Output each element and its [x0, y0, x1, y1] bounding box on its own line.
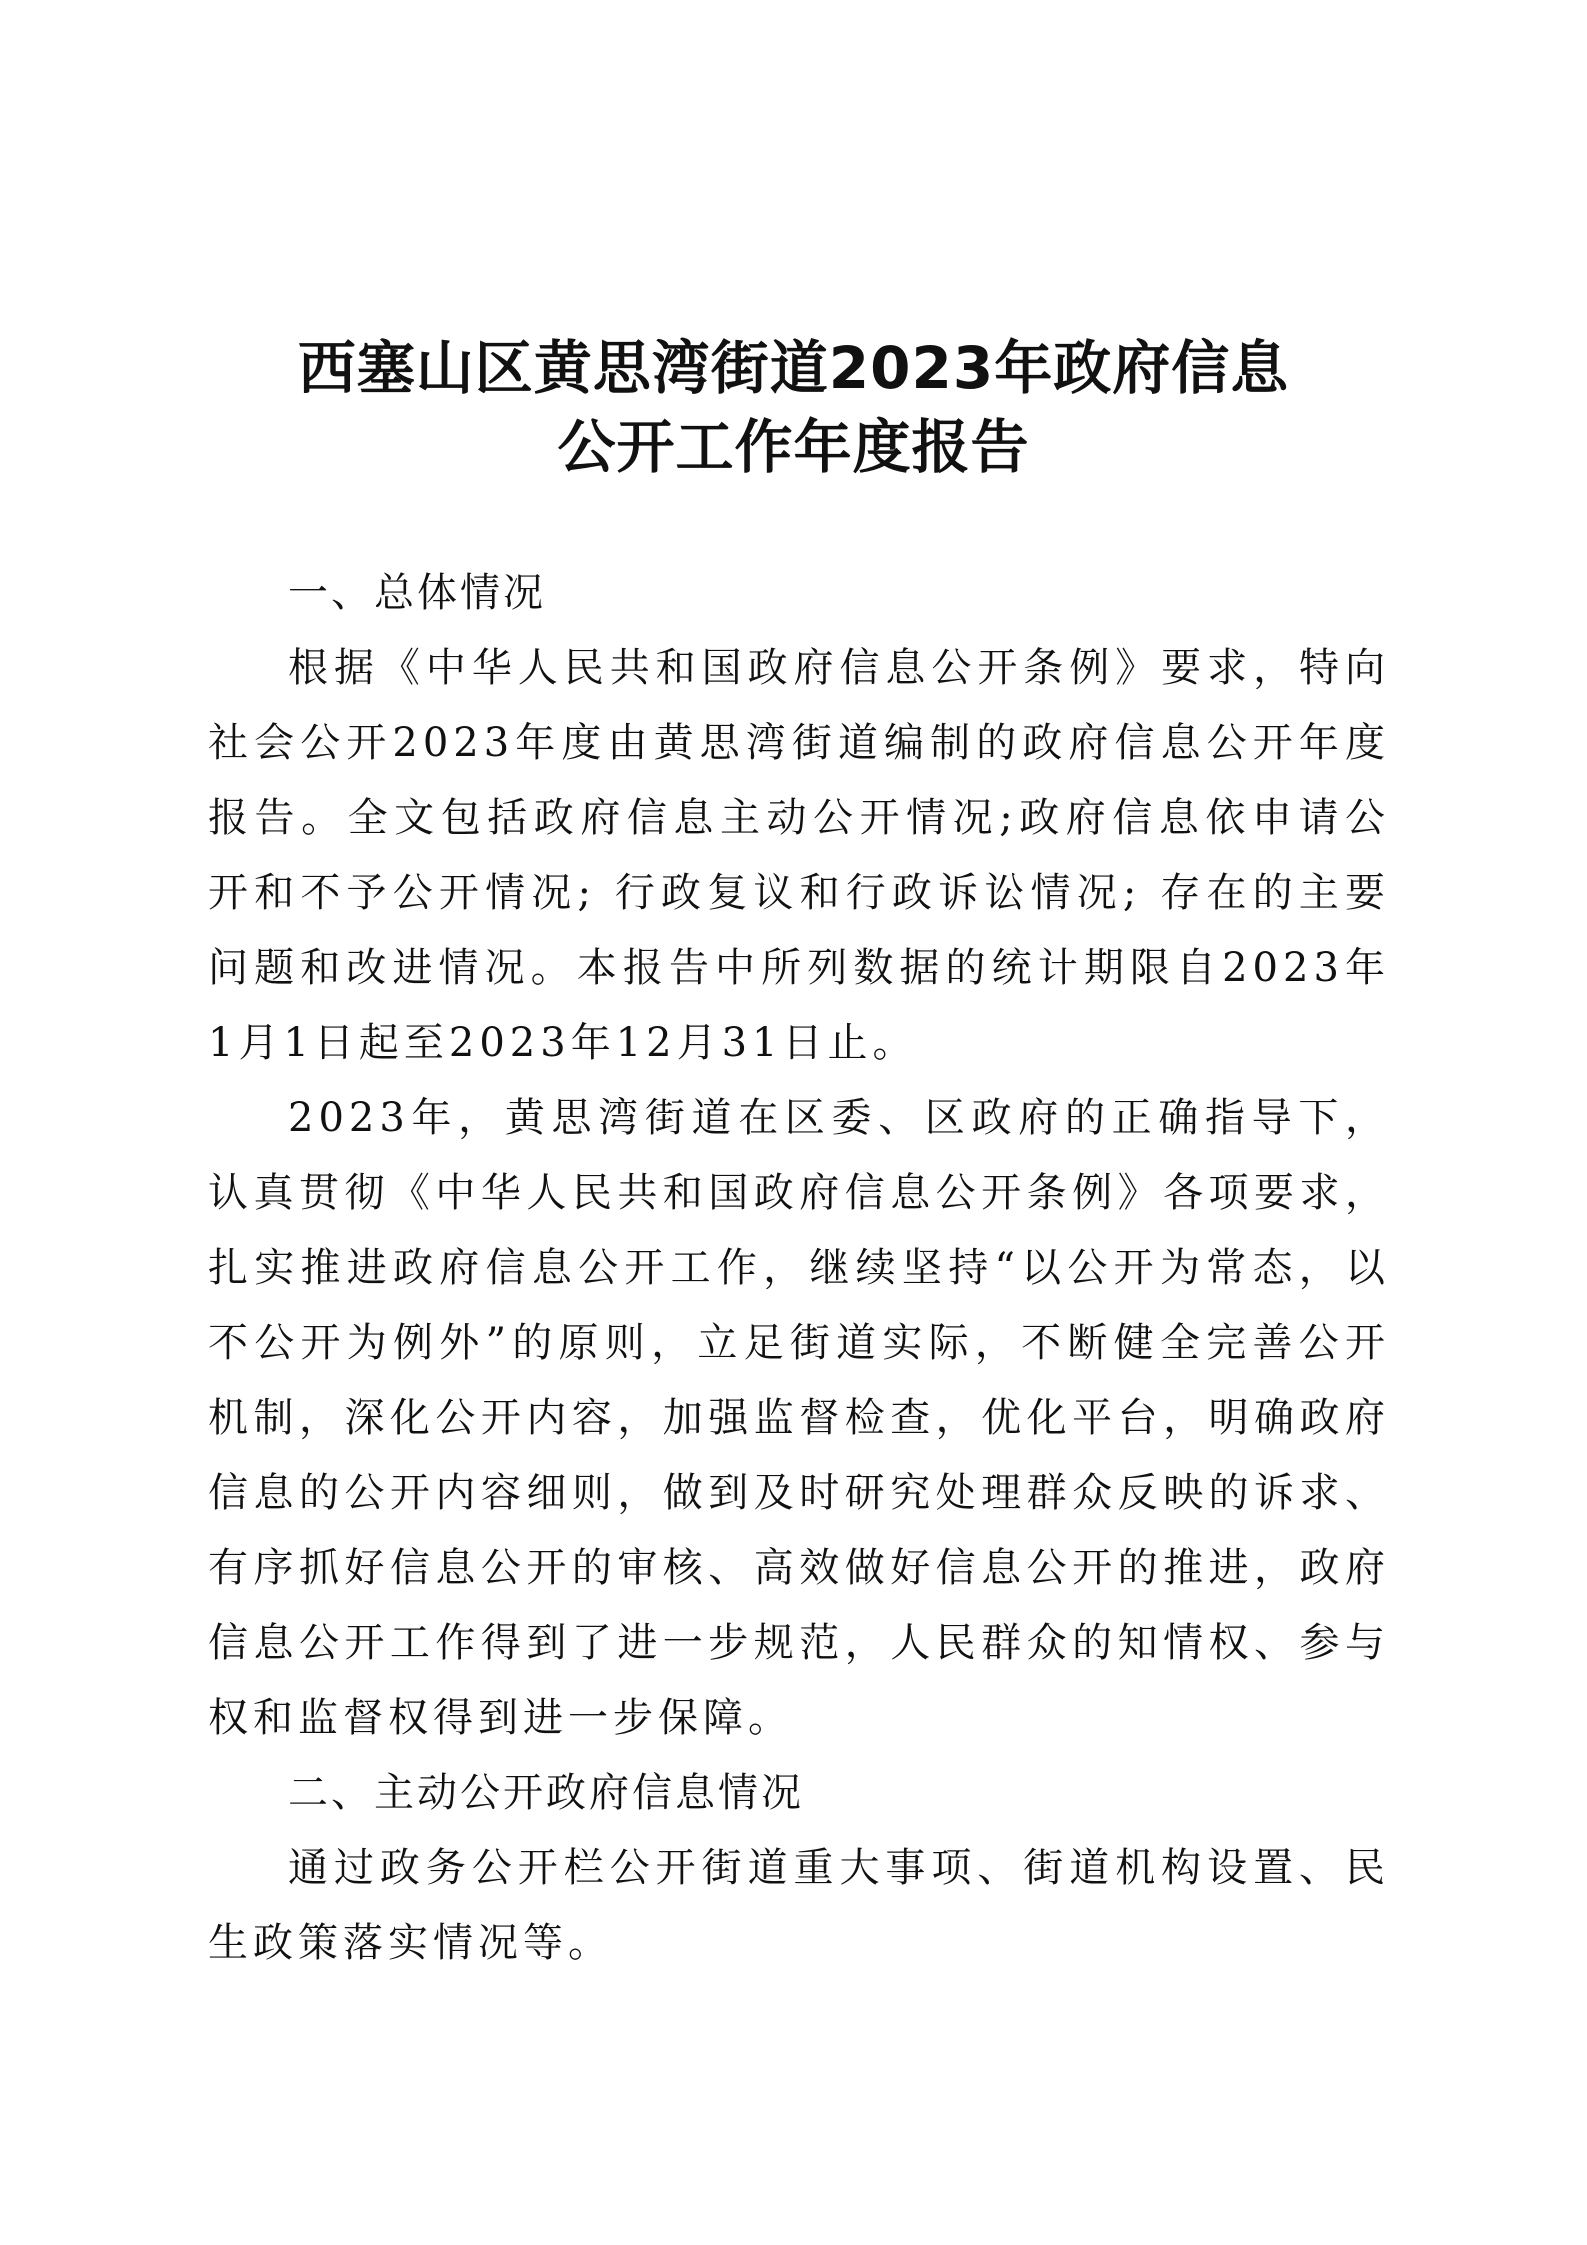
document-title-line-1: 西塞山区黄思湾街道2023年政府信息 — [297, 334, 1290, 402]
document-title-line-2: 公开工作年度报告 — [557, 413, 1030, 481]
section-heading-active-disclosure: 二、主动公开政府信息情况 — [288, 1770, 804, 1816]
document-body — [208, 556, 1390, 1981]
paragraph-active-disclosure: 通过政务公开栏公开街道重大事项、街道机构设置、民生政策落实情况等。 — [208, 1845, 1390, 1966]
paragraph-overview-intro: 根据《中华人民共和国政府信息公开条例》要求，特向社会公开2023年度由黄思湾街道编制的政府信息公开年度报告。全文包括政府信息主动公开情况;政府信息依申请公开和不予公开情况; 行政复议和行政诉讼情况; 存在的主要问题和改进情况。本报告中所列数据的统计期限自2023年1月1日起至2023年12月31日止。 — [208, 645, 1390, 1066]
section-heading-overview: 一、总体情况 — [288, 570, 546, 616]
paragraph-overview-work: 2023年，黄思湾街道在区委、区政府的正确指导下，认真贯彻《中华人民共和国政府信息公开条例》各项要求，扎实推进政府信息公开工作，继续坚持“以公开为常态，以不公开为例外”的原则，立足街道实际，不断健全完善公开机制，深化公开内容，加强监督检查，优化平台，明确政府信息的公开内容细则，做到及时研究处理群众反映的诉求、有序抓好信息公开的审核、高效做好信息公开的推进，政府信息公开工作得到了进一步规范，人民群众的知情权、参与权和监督权得到进一步保障。 — [208, 1095, 1390, 1741]
